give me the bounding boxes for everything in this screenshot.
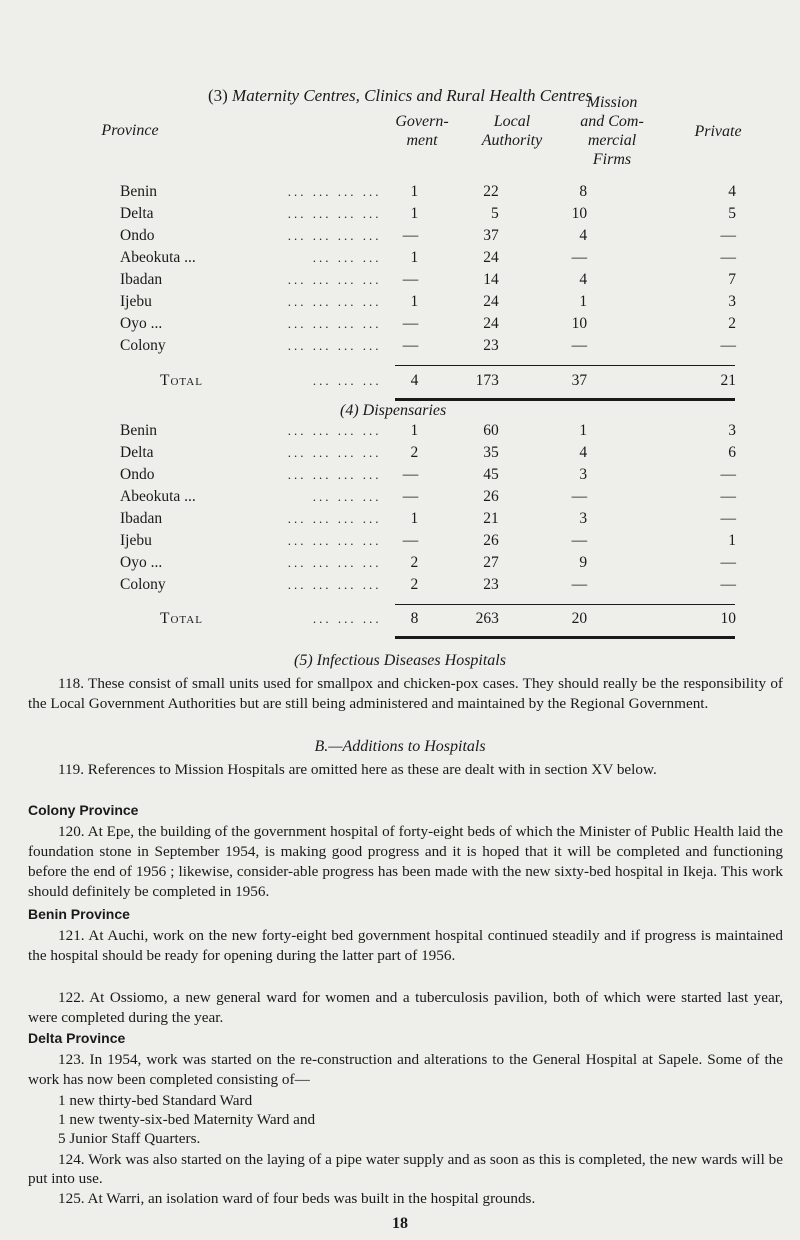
government-cell: 1 xyxy=(410,510,419,527)
leader-dots: ... ... ... ... xyxy=(287,206,382,221)
local-authority-cell: 27 xyxy=(483,554,499,571)
mission-cell: 4 xyxy=(579,227,588,244)
leader-dots: ... ... ... ... xyxy=(287,511,382,526)
leader-dots: ... ... ... ... xyxy=(287,272,382,287)
section-4-title: (4) Dispensaries xyxy=(340,402,447,419)
government-cell: 1 xyxy=(410,249,419,266)
government-cell: — xyxy=(402,532,419,549)
province-cell: Ijebu xyxy=(120,293,152,310)
list-item: 1 new thirty-bed Standard Ward xyxy=(58,1092,253,1109)
province-cell: Ijebu xyxy=(120,532,152,549)
leader-dots: ... ... ... ... xyxy=(287,467,382,482)
province-cell: Benin xyxy=(120,422,158,439)
table-row xyxy=(120,203,736,225)
total-rule-bottom xyxy=(395,398,735,401)
table-row xyxy=(120,552,736,574)
table-row xyxy=(120,269,736,291)
province-cell: Ondo xyxy=(120,466,155,483)
mission-cell: 4 xyxy=(579,444,588,461)
mission-cell: — xyxy=(571,532,588,549)
local-authority-cell: 22 xyxy=(483,183,499,200)
paragraph-119: 119. References to Mission Hospitals are omitted here as these are dealt with in section XV below. xyxy=(58,761,657,778)
mission-cell: 1 xyxy=(579,422,588,439)
mission-cell: 1 xyxy=(579,293,588,310)
table-dispensaries xyxy=(120,420,736,596)
private-cell: 3 xyxy=(728,293,736,310)
private-cell: — xyxy=(720,227,736,244)
table-row xyxy=(120,291,736,313)
government-cell: — xyxy=(402,227,419,244)
province-cell: Abeokuta ... xyxy=(120,249,196,266)
province-cell: Oyo ... xyxy=(120,315,163,332)
leader-dots: ... ... ... ... xyxy=(287,577,382,592)
private-cell: — xyxy=(720,466,736,483)
province-cell: Ondo xyxy=(120,227,155,244)
paragraph-120: 120. At Epe, the building of the government hospital of forty-eight beds of which the Minister of Public Health laid the foundation stone in September 1954, is making good progress and it is hoped that it will be completed and functioning before the end of 1956 ; likewise, consider-able progress has been made with the new sixty-bed hospital in Ikeja. This work should definitely be completed in 1956. xyxy=(28,823,783,900)
table-row xyxy=(120,574,736,596)
private-cell: 1 xyxy=(728,532,736,549)
private-cell: — xyxy=(720,337,736,354)
paragraph-123: 123. In 1954, work was started on the re-construction and alterations to the General Hospital at Sapele. Some of the work has now been completed consisting of— xyxy=(28,1051,783,1088)
leader-dots: ... ... ... xyxy=(312,250,382,265)
header-private: Private xyxy=(694,123,742,140)
table-maternity-total xyxy=(120,368,736,394)
table-dispensaries-total xyxy=(120,606,736,632)
government-cell: 2 xyxy=(410,576,419,593)
table-maternity-centres xyxy=(120,181,736,357)
province-cell: Oyo ... xyxy=(120,554,163,571)
private-cell: 7 xyxy=(728,271,736,288)
local-authority-cell: 24 xyxy=(483,293,499,310)
mission-cell: — xyxy=(571,249,588,266)
local-authority-cell: 26 xyxy=(483,488,499,505)
leader-dots: ... ... ... ... xyxy=(287,316,382,331)
local-authority-cell: 23 xyxy=(483,576,499,593)
table-row xyxy=(120,181,736,203)
local-authority-cell: 5 xyxy=(490,205,499,222)
leader-dots: ... ... ... xyxy=(312,489,382,504)
delta-list xyxy=(58,1091,315,1148)
section-5-title: (5) Infectious Diseases Hospitals xyxy=(294,652,506,669)
mission-cell: 9 xyxy=(579,554,588,571)
leader-dots: ... ... ... ... xyxy=(287,184,382,199)
private-cell: 2 xyxy=(728,315,736,332)
table-row xyxy=(120,247,736,269)
local-authority-cell: 23 xyxy=(483,337,499,354)
section-3-title: (3) Maternity Centres, Clinics and Rural Health Centres xyxy=(207,86,593,105)
table-row-total: Total ... ... ... 4 173 37 21 xyxy=(160,372,736,389)
table-row xyxy=(120,335,736,357)
total-rule-top xyxy=(395,365,735,366)
table-row xyxy=(120,464,736,486)
government-cell: — xyxy=(402,488,419,505)
province-cell: Delta xyxy=(120,444,154,461)
local-authority-cell: 35 xyxy=(483,444,499,461)
local-authority-cell: 37 xyxy=(483,227,499,244)
mission-cell: 10 xyxy=(571,315,588,332)
local-authority-cell: 14 xyxy=(483,271,499,288)
private-cell: 6 xyxy=(728,444,736,461)
header-local-authority: Local Authority xyxy=(481,113,543,149)
government-cell: — xyxy=(402,466,419,483)
table-row-total: Total ... ... ... 8 263 20 10 xyxy=(160,610,736,627)
leader-dots: ... ... ... ... xyxy=(287,294,382,309)
total-label: Total xyxy=(160,610,203,627)
province-cell: Colony xyxy=(120,576,166,593)
paragraph-124: 124. Work was also started on the laying of a pipe water supply and as soon as this is completed, the new wards will be put into use. xyxy=(28,1151,783,1187)
mission-cell: 4 xyxy=(579,271,588,288)
province-cell: Ibadan xyxy=(120,510,163,527)
government-cell: 2 xyxy=(410,554,419,571)
private-cell: — xyxy=(720,488,736,505)
paragraph-118: 118. These consist of small units used for smallpox and chicken-pox cases. They should really be the responsibility of the Local Government Authorities but are still being administered and maintained by the Regional Government. xyxy=(28,675,783,712)
local-authority-cell: 45 xyxy=(483,466,499,483)
mission-cell: 10 xyxy=(571,205,588,222)
header-government: Govern- ment xyxy=(395,113,449,149)
table-row xyxy=(120,313,736,335)
government-cell: — xyxy=(402,337,419,354)
total-label: Total xyxy=(160,372,203,389)
heading-delta-province: Delta Province xyxy=(28,1030,126,1046)
local-authority-cell: 60 xyxy=(483,422,499,439)
private-cell: — xyxy=(720,510,736,527)
table-row xyxy=(120,508,736,530)
header-province: Province xyxy=(101,122,159,139)
private-cell: 5 xyxy=(728,205,736,222)
paragraph-125: 125. At Warri, an isolation ward of four beds was built in the hospital grounds. xyxy=(58,1190,536,1207)
page-number: 18 xyxy=(392,1215,408,1232)
list-item: 1 new twenty-six-bed Maternity Ward and xyxy=(58,1111,316,1128)
province-cell: Colony xyxy=(120,337,166,354)
private-cell: 3 xyxy=(728,422,736,439)
leader-dots: ... ... ... ... xyxy=(287,423,382,438)
paragraph-122: 122. At Ossiomo, a new general ward for women and a tuberculosis pavilion, both of which were started last year, were completed during the year. xyxy=(28,989,783,1026)
leader-dots: ... ... ... ... xyxy=(287,533,382,548)
province-cell: Delta xyxy=(120,205,154,222)
private-cell: — xyxy=(720,576,736,593)
local-authority-cell: 26 xyxy=(483,532,499,549)
local-authority-cell: 21 xyxy=(483,510,499,527)
province-cell: Ibadan xyxy=(120,271,163,288)
government-cell: 2 xyxy=(410,444,419,461)
province-cell: Abeokuta ... xyxy=(120,488,196,505)
province-cell: Benin xyxy=(120,183,158,200)
list-item: 5 Junior Staff Quarters. xyxy=(58,1130,201,1147)
government-cell: 1 xyxy=(410,293,419,310)
table-row xyxy=(120,530,736,552)
local-authority-cell: 24 xyxy=(483,249,499,266)
government-cell: 1 xyxy=(410,205,419,222)
table-row xyxy=(120,442,736,464)
private-cell: — xyxy=(720,249,736,266)
local-authority-cell: 24 xyxy=(483,315,499,332)
table-row xyxy=(120,486,736,508)
mission-cell: — xyxy=(571,337,588,354)
table-row xyxy=(120,225,736,247)
government-cell: 1 xyxy=(410,422,419,439)
mission-cell: 8 xyxy=(579,183,588,200)
table-row xyxy=(120,420,736,442)
mission-cell: — xyxy=(571,576,588,593)
private-cell: 4 xyxy=(728,183,736,200)
leader-dots: ... ... ... ... xyxy=(287,228,382,243)
header-mission: Mission and Com- mercial Firms xyxy=(580,94,644,168)
government-cell: — xyxy=(402,315,419,332)
government-cell: — xyxy=(402,271,419,288)
private-cell: — xyxy=(720,554,736,571)
mission-cell: — xyxy=(571,488,588,505)
heading-benin-province: Benin Province xyxy=(28,906,130,922)
paragraph-121: 121. At Auchi, work on the new forty-eight bed government hospital continued steadily and if progress is maintained the hospital should be ready for opening during the latter part of 1956. xyxy=(28,927,783,964)
leader-dots: ... ... ... ... xyxy=(287,338,382,353)
heading-colony-province: Colony Province xyxy=(28,802,139,818)
mission-cell: 3 xyxy=(579,466,588,483)
mission-cell: 3 xyxy=(579,510,588,527)
total-rule-top-2 xyxy=(395,604,735,605)
leader-dots: ... ... ... ... xyxy=(287,445,382,460)
government-cell: 1 xyxy=(410,183,419,200)
section-b-title: B.—Additions to Hospitals xyxy=(314,738,486,755)
leader-dots: ... ... ... ... xyxy=(287,555,382,570)
total-rule-bottom-2 xyxy=(395,636,735,639)
